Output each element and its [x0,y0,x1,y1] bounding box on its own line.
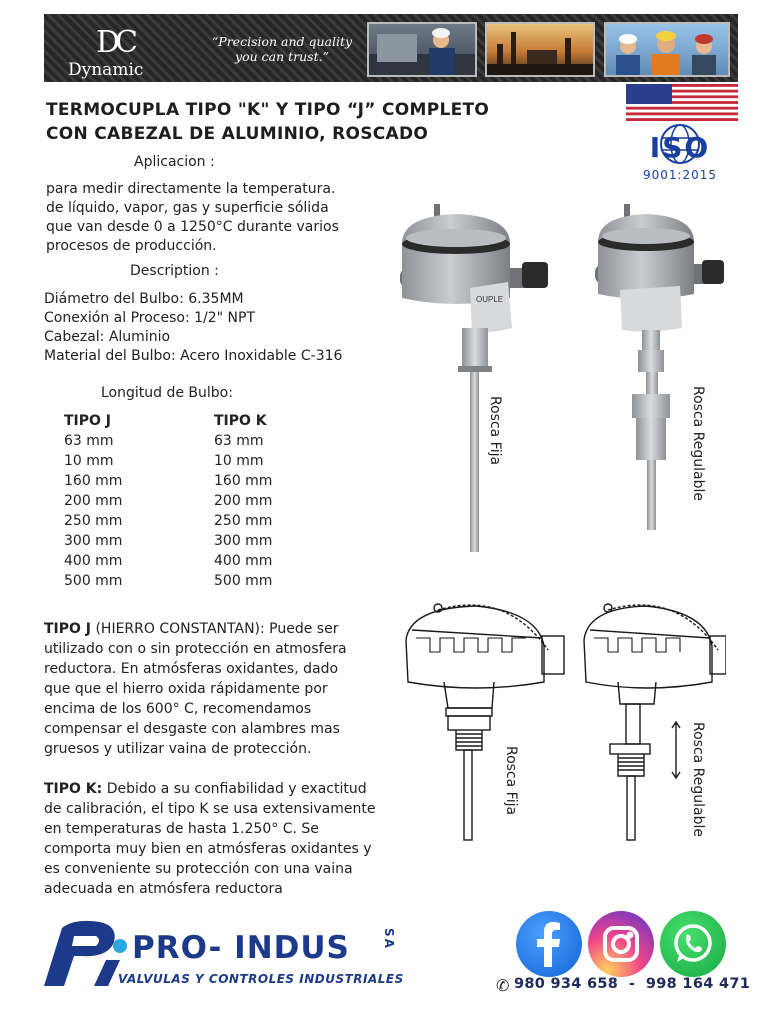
header-banner [44,14,738,82]
tipo-j-paragraph [44,619,392,759]
description-list [44,290,389,366]
phone-icon: ✆ [496,976,510,995]
banner-slogan [202,34,362,64]
fixed-thread-drawing-label: Rosca Fija [503,746,519,816]
description-item: Conexión al Proceso: 1/2" NPT [44,310,255,326]
phone-numbers: 980 934 658 - 998 164 471 [514,976,751,992]
instagram-icon[interactable] [588,911,654,977]
length-item: 300 mm [64,533,123,549]
application-line: que van desde 0 a 1250°C durante varios [46,219,339,235]
tipo-k-line: de calibración, el tipo K se usa extensivamente [44,801,376,817]
title-line-2: CON CABEZAL DE ALUMINIO, ROSCADO [46,124,429,144]
application-line: para medir directamente la temperatura. [46,181,336,197]
tipo-j-line: (HIERRO CONSTANTAN): Puede ser [91,621,339,637]
tipo-k-header: TIPO K [214,413,267,429]
brand-suffix: SA [382,928,396,950]
workers-photo [367,22,477,77]
tipo-j-line: que que el hierro oxida rápidamente por [44,681,328,697]
industrial-plant-photo [485,22,595,77]
length-item: 400 mm [64,553,123,569]
length-item: 10 mm [64,453,114,469]
whatsapp-icon[interactable] [660,911,726,977]
tipo-k-lead: TIPO K: [44,781,103,797]
application-heading: Aplicacion : [134,154,215,170]
application-line: procesos de producción. [46,238,217,254]
tipo-k-line: Debido a su confiabilidad y exactitud [102,781,367,797]
tipo-j-line: utilizado con o sin protección en atmosfera [44,641,347,657]
length-item: 160 mm [214,473,273,489]
fixed-thread-sensor-photo [400,204,548,552]
tipo-j-line: gruesos y utilizar vaina de protección. [44,741,312,757]
brand-name: PRO- INDUS [132,930,350,966]
tipo-j-line: reductora. En atmósferas oxidantes, dado [44,661,339,677]
length-item: 400 mm [214,553,273,569]
thermocouple-drawings [396,590,726,858]
length-item: 500 mm [214,573,273,589]
adjustable-thread-label: Rosca Regulable [690,386,706,502]
us-flag-icon [626,84,738,121]
facebook-icon[interactable] [516,911,582,977]
description-item: Diámetro del Bulbo: 6.35MM [44,291,244,307]
iso-text: ISO [649,131,711,164]
tipo-j-line: compensar el desgaste con alambres mas [44,721,340,737]
tipo-j-header: TIPO J [64,413,112,429]
length-item: 250 mm [214,513,273,529]
description-heading: Description : [130,263,219,279]
iso-code: 9001:2015 [642,168,718,182]
thermocouple-photos [380,198,740,570]
tipo-k-paragraph [44,779,428,899]
tipo-k-line: en temperaturas de hasta 1.250° C. Se [44,821,319,837]
dynamic-logo-name: Dynamic [68,60,144,80]
dynamic-logo-mark: DC [96,25,134,60]
slogan-line-1: “Precision and quality [211,34,353,49]
svg-text:OUPLE: OUPLE [476,295,504,304]
tipo-j-line: encima de los 600° C, recomendamos [44,701,312,717]
length-item: 200 mm [214,493,273,509]
lengths-heading: Longitud de Bulbo: [101,385,233,401]
tipo-k-lengths [214,412,354,591]
tipo-j-lengths [64,412,204,591]
application-text [46,180,391,256]
adjustable-thread-drawing-label: Rosca Regulable [690,722,706,838]
length-item: 63 mm [214,433,264,449]
title-line-1: TERMOCUPLA TIPO "K" Y TIPO “J” COMPLETO [46,100,490,120]
tipo-k-line: comporta muy bien en atmósferas oxidantes y [44,841,372,857]
pro-indus-logo-icon [34,916,130,992]
tipo-k-line: es conveniente su protección con una vaina [44,861,353,877]
slogan-line-2: you can trust.” [235,49,329,64]
fixed-thread-drawing [406,604,564,840]
brand-subtitle: VALVULAS Y CONTROLES INDUSTRIALES [118,972,404,986]
length-item: 63 mm [64,433,114,449]
length-item: 200 mm [64,493,123,509]
length-item: 300 mm [214,533,273,549]
description-item: Material del Bulbo: Acero Inoxidable C-316 [44,348,343,364]
length-item: 500 mm [64,573,123,589]
description-item: Cabezal: Aluminio [44,329,171,345]
fixed-thread-label: Rosca Fija [487,396,503,466]
length-item: 250 mm [64,513,123,529]
length-item: 10 mm [214,453,264,469]
application-line: de líquido, vapor, gas y superficie sólida [46,200,329,216]
tipo-j-lead: TIPO J [44,621,92,637]
iso-badge [632,124,728,186]
length-item: 160 mm [64,473,123,489]
engineers-photo [604,22,730,77]
tipo-k-line: adecuada en atmósfera reductora [44,881,283,897]
page-title [46,98,606,146]
